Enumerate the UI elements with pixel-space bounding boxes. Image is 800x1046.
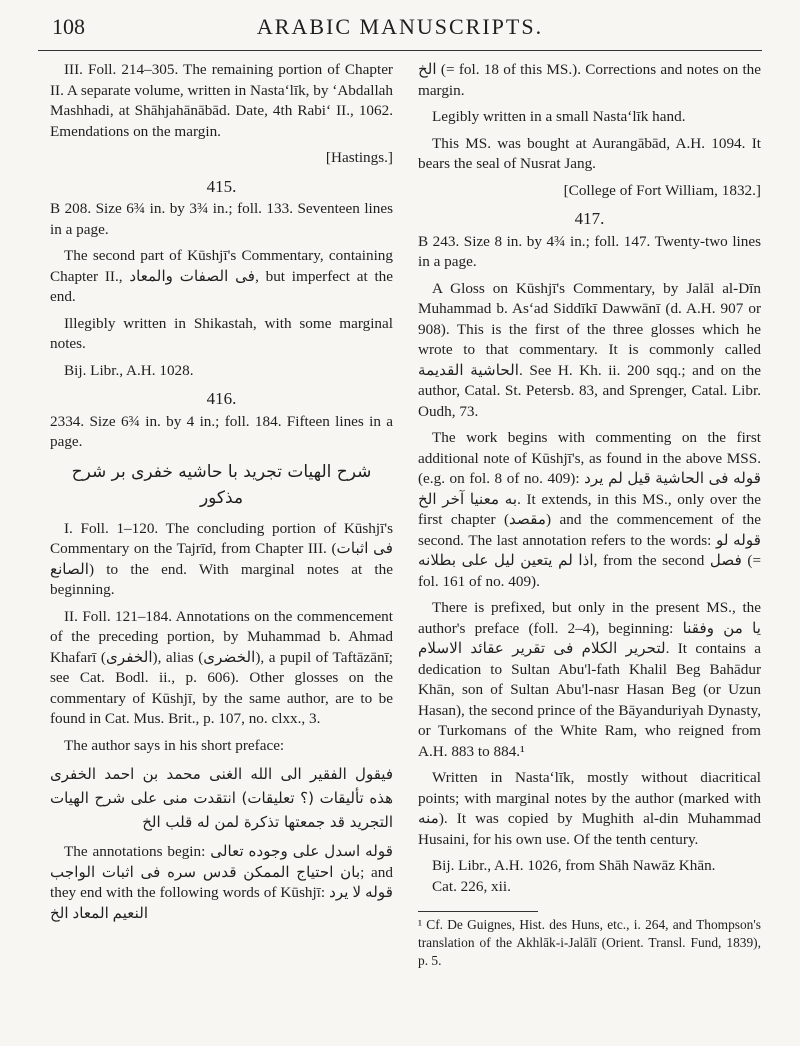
paragraph: III. Foll. 214–305. The remaining portion of Chapter II. A separate volume, written in Nasta‘līk, by ‘Abdallah Mashhadi, at Shāhjahānābād. Date, 4th Rabi‘ II., 1062. Emendations on the margin. bbox=[50, 61, 393, 140]
left-column bbox=[50, 60, 393, 930]
entry-number-415: 415. bbox=[206, 176, 237, 196]
arabic-quote: فيقول الفقير الى الله الغنى محمد بن احمد الخفرى هذه تأليقات (؟ تعليقات) انتقدت منى على شرح الهيات التجريد قد جمعتها تذكرة لمن له قلب الخ bbox=[50, 765, 393, 831]
entry-heading: 2334. Size 6¾ in. by 4 in.; foll. 184. Fifteen lines in a page. bbox=[50, 412, 393, 450]
paragraph: I. Foll. 1–120. The concluding portion of Kūshjī's Commentary on the Tajrīd, from Chapter III. (فى اثبات الصانع) to the end. With marginal notes at the beginning. bbox=[50, 519, 394, 598]
paragraph: II. Foll. 121–184. Annotations on the commencement of the preceding portion, by Muhammad b. Ahmad Khafarī (الخفرى), alias (الخضرى), a pupil of Taftāzānī; see Cat. Bodl. ii., p. 606). Other glosses on the commentary of Kūshjī, by the same author, are to be found in Cat. Mus. Brit., p. 107, no. clxx., 3. bbox=[50, 607, 394, 727]
paragraph: The author says in his short preface: bbox=[64, 736, 285, 754]
header-rule bbox=[38, 50, 762, 51]
entry-number-417: 417. bbox=[574, 209, 605, 228]
entry-heading: B 243. Size 8 in. by 4¾ in.; foll. 147. Twenty-two lines in a page. bbox=[418, 232, 761, 270]
paragraph: الخ (= fol. 18 of this MS.). Corrections and notes on the margin. bbox=[418, 61, 761, 99]
paragraph: A Gloss on Kūshjī's Commentary, by Jalāl al-Dīn Muhammad b. As‘ad Siddīkī Dawwānī (d. A.H. 907 or 908). This is the first of the three glosses which he wrote to that commentary. It is commonly called الحاشية القديمة. See H. Kh. ii. 200 sqq.; and on the author, Catal. St. Petersb. 83, and Sprenger, Catal. Libr. Oudh, 73. bbox=[418, 279, 761, 420]
paragraph: There is prefixed, but only in the present MS., the author's preface (foll. 2–4), beginning: يا من وفقنا لتحرير الكلام فى تقرير عقائد الاسلام. It contains a dedication to Sultan Abu'l-fath Khalil Beg Bahādur Khān, son of Sultan Abu'l-nasr Hasan Beg (or Uzun Hasan), the second prince of the Bāyanduriyah Dynasty, or Turkomans of the White Ram, who reigned from A.H. 883 to 884.¹ bbox=[418, 599, 761, 760]
paragraph: Illegibly written in Shikastah, with some marginal notes. bbox=[50, 314, 393, 352]
page-header bbox=[38, 8, 762, 48]
entry-heading: B 208. Size 6¾ in. by 3¾ in.; foll. 133. Seventeen lines in a page. bbox=[50, 200, 393, 238]
source-note: Bij. Libr., A.H. 1028. bbox=[64, 361, 194, 379]
arabic-title: شرح الهيات تجريد با حاشيه خفرى بر شرح مذكور bbox=[71, 461, 372, 508]
footnote-rule bbox=[418, 911, 538, 912]
paragraph: This MS. was bought at Aurangābād, A.H. 1094. It bears the seal of Nusrat Jang. bbox=[418, 134, 761, 172]
source-note: [College of Fort William, 1832.] bbox=[563, 181, 761, 199]
source-note: Cat. 226, xii. bbox=[432, 877, 511, 895]
source-note: [Hastings.] bbox=[325, 149, 393, 166]
running-title: ARABIC MANUSCRIPTS. bbox=[256, 14, 544, 39]
paragraph: Written in Nasta‘līk, mostly without diacritical points; with marginal notes by the author (marked with منه). It was copied by Mughith al-din Muhammad Husaini, for his own use. Of the tenth century. bbox=[418, 769, 761, 848]
paragraph: The work begins with commenting on the first additional note of Kūshjī's, as found in the above MSS. (e.g. on fol. 8 of no. 409): قوله فى الحاشية قيل لم يرد به معنيا آخر الخ. It extends, in this MS., only over the first chapter (مقصد) and the commencement of the second. The last annotation refers to the words: قوله لو اذا لم يتعين ليل على بطلانه, from the second فصل (= fol. 161 of no. 409). bbox=[418, 429, 762, 590]
source-note: Bij. Libr., A.H. 1026, from Shāh Nawāz Khān. bbox=[432, 857, 716, 874]
paragraph: Legibly written in a small Nasta‘līk hand. bbox=[432, 108, 686, 125]
footnote: ¹ Cf. De Guignes, Hist. des Huns, etc., i. 264, and Thompson's translation of the Akhlāk-i-Jalālī (Orient. Transl. Fund, 1839), p. 5. bbox=[418, 917, 761, 968]
paragraph: The annotations begin: قوله اسدل على وجوده تعالى بان احتياج الممكن قدس سره فى اثبات الواجب; and they end with the following words of Kūshjī: قوله لا يرد النعيم المعاد الخ bbox=[50, 843, 393, 922]
page-number: 108 bbox=[52, 14, 85, 39]
right-column bbox=[418, 60, 761, 976]
entry-number-416: 416. bbox=[206, 389, 237, 408]
paragraph: The second part of Kūshjī's Commentary, containing Chapter II., فى الصفات والمعاد, but imperfect at the end. bbox=[50, 247, 393, 305]
